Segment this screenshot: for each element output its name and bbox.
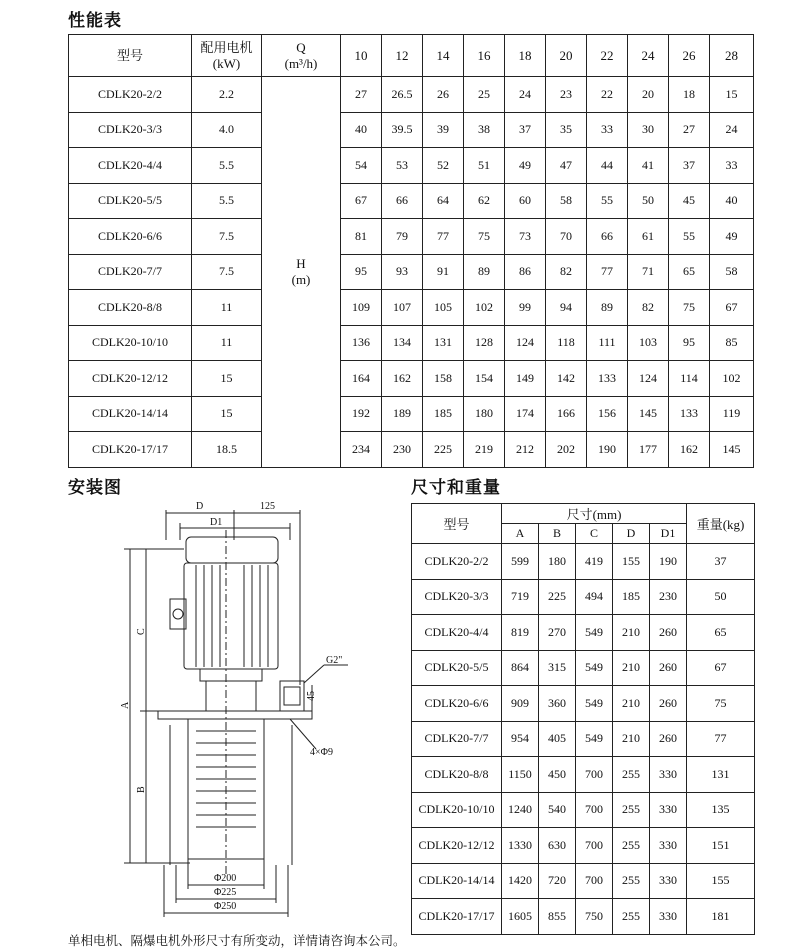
table-row [69,396,754,432]
weight-cell: 77 [687,721,755,757]
dims-title: 尺寸和重量 [411,478,501,498]
head-value-cell: 86 [505,254,546,290]
weight-cell: 65 [687,615,755,651]
perf-header-q [262,35,341,77]
head-value-cell: 50 [628,183,669,219]
dim-value-cell: 330 [650,828,687,864]
flow-header-cell: 18 [505,35,546,77]
dim-value-cell: 864 [502,650,539,686]
head-value-cell: 105 [423,290,464,326]
dim-value-cell: 819 [502,615,539,651]
table-row [69,325,754,361]
performance-table [68,34,754,468]
dim-value-cell: 260 [650,650,687,686]
model-cell: CDLK20-17/17 [412,899,502,935]
head-value-cell: 54 [341,148,382,184]
dim-value-cell: 630 [539,828,576,864]
head-value-cell: 219 [464,432,505,468]
head-value-cell: 51 [464,148,505,184]
dims-header-size: 尺寸(mm) [502,504,687,524]
head-value-cell: 20 [628,77,669,113]
model-cell: CDLK20-17/17 [69,432,192,468]
dim-value-cell: 494 [576,579,613,615]
dim-value-cell: 230 [650,579,687,615]
head-value-cell: 85 [710,325,754,361]
head-value-cell: 61 [628,219,669,255]
motor-kw-cell: 15 [192,361,262,397]
model-cell: CDLK20-10/10 [412,792,502,828]
label-45: 45 [306,691,317,701]
head-value-cell: 79 [382,219,423,255]
head-value-cell: 134 [382,325,423,361]
head-value-cell: 40 [341,112,382,148]
head-value-cell: 118 [546,325,587,361]
weight-cell: 181 [687,899,755,935]
model-cell: CDLK20-12/12 [412,828,502,864]
dim-value-cell: 419 [576,544,613,580]
table-row [412,544,755,580]
table-row [412,650,755,686]
head-value-cell: 202 [546,432,587,468]
head-value-cell: 212 [505,432,546,468]
table-row [412,615,755,651]
head-value-cell: 156 [587,396,628,432]
head-value-cell: 185 [423,396,464,432]
head-value-cell: 234 [341,432,382,468]
dim-col-header: C [576,524,613,544]
label-holes: 4×Φ9 [310,747,333,758]
head-value-cell: 71 [628,254,669,290]
dim-col-header: A [502,524,539,544]
motor-kw-cell: 18.5 [192,432,262,468]
weight-cell: 75 [687,686,755,722]
dim-value-cell: 210 [613,686,650,722]
model-cell: CDLK20-3/3 [412,579,502,615]
table-row [69,432,754,468]
head-value-cell: 30 [628,112,669,148]
weight-cell: 131 [687,757,755,793]
head-value-cell: 136 [341,325,382,361]
head-value-cell: 75 [464,219,505,255]
head-value-cell: 111 [587,325,628,361]
installation-drawing [100,495,400,935]
dim-value-cell: 255 [613,899,650,935]
dim-value-cell: 225 [539,579,576,615]
mounting-plate [158,711,312,719]
dim-value-cell: 270 [539,615,576,651]
head-value-cell: 25 [464,77,505,113]
table-row [412,792,755,828]
leader-line [304,665,324,683]
q-label: Q [296,39,306,55]
dim-value-cell: 360 [539,686,576,722]
motor-kw-cell: 5.5 [192,148,262,184]
head-value-cell: 77 [587,254,628,290]
dim-value-cell: 330 [650,863,687,899]
dim-value-cell: 255 [613,757,650,793]
head-value-cell: 82 [546,254,587,290]
table-row [412,863,755,899]
dim-value-cell: 210 [613,650,650,686]
weight-cell: 67 [687,650,755,686]
head-value-cell: 47 [546,148,587,184]
terminal-screw [173,609,183,619]
head-value-cell: 131 [423,325,464,361]
dim-value-cell: 700 [576,828,613,864]
head-value-cell: 22 [587,77,628,113]
dim-value-cell: 1150 [502,757,539,793]
head-value-cell: 154 [464,361,505,397]
model-cell: CDLK20-3/3 [69,112,192,148]
model-cell: CDLK20-5/5 [69,183,192,219]
label-B: B [136,786,147,793]
dim-value-cell: 1240 [502,792,539,828]
head-value-cell: 23 [546,77,587,113]
dim-value-cell: 1605 [502,899,539,935]
head-value-cell: 40 [710,183,754,219]
head-value-cell: 145 [628,396,669,432]
motor-flange [200,669,262,681]
head-value-cell: 60 [505,183,546,219]
model-cell: CDLK20-12/12 [69,361,192,397]
head-value-cell: 114 [669,361,710,397]
weight-cell: 151 [687,828,755,864]
dim-value-cell: 855 [539,899,576,935]
head-value-cell: 33 [710,148,754,184]
perf-header-motor [192,35,262,77]
head-value-cell: 27 [341,77,382,113]
weight-cell: 37 [687,544,755,580]
dim-value-cell: 260 [650,721,687,757]
head-value-cell: 158 [423,361,464,397]
dim-value-cell: 255 [613,828,650,864]
head-value-cell: 145 [710,432,754,468]
flow-header-cell: 24 [628,35,669,77]
head-value-cell: 142 [546,361,587,397]
dim-value-cell: 450 [539,757,576,793]
head-value-cell: 162 [382,361,423,397]
head-value-cell: 91 [423,254,464,290]
head-value-cell: 26 [423,77,464,113]
head-value-cell: 177 [628,432,669,468]
dim-value-cell: 210 [613,615,650,651]
label-C: C [136,628,147,635]
dim-value-cell: 330 [650,757,687,793]
model-cell: CDLK20-6/6 [412,686,502,722]
table-row [412,899,755,935]
head-value-cell: 77 [423,219,464,255]
model-cell: CDLK20-14/14 [69,396,192,432]
head-value-cell: 45 [669,183,710,219]
head-value-cell: 33 [587,112,628,148]
label-phi250: Φ250 [214,901,237,912]
head-value-cell: 174 [505,396,546,432]
head-value-cell: 27 [669,112,710,148]
model-cell: CDLK20-4/4 [69,148,192,184]
head-value-cell: 102 [464,290,505,326]
label-G2: G2" [326,655,343,666]
head-value-cell: 49 [505,148,546,184]
footnote: 单相电机、隔爆电机外形尺寸有所变动，详情请咨询本公司。 [68,933,406,948]
head-value-cell: 133 [669,396,710,432]
motor-kw-cell: 11 [192,325,262,361]
table-row [69,77,754,113]
dim-value-cell: 180 [539,544,576,580]
h-label: H [296,255,306,271]
table-row [69,290,754,326]
install-title: 安装图 [68,478,122,498]
outlet-port [284,687,300,705]
model-cell: CDLK20-14/14 [412,863,502,899]
head-value-cell: 24 [710,112,754,148]
dim-value-cell: 260 [650,686,687,722]
head-value-cell: 67 [341,183,382,219]
dim-value-cell: 750 [576,899,613,935]
dim-value-cell: 1420 [502,863,539,899]
head-value-cell: 89 [587,290,628,326]
table-row [69,112,754,148]
table-row [412,579,755,615]
dim-value-cell: 700 [576,863,613,899]
head-value-cell: 64 [423,183,464,219]
label-125: 125 [260,501,275,512]
head-value-cell: 62 [464,183,505,219]
dim-value-cell: 909 [502,686,539,722]
model-cell: CDLK20-4/4 [412,615,502,651]
dim-value-cell: 599 [502,544,539,580]
motor-kw-cell: 7.5 [192,254,262,290]
model-cell: CDLK20-5/5 [412,650,502,686]
dim-value-cell: 954 [502,721,539,757]
head-value-cell: 44 [587,148,628,184]
motor-kw-cell: 7.5 [192,219,262,255]
head-value-cell: 102 [710,361,754,397]
dim-value-cell: 255 [613,863,650,899]
perf-header-row [69,35,754,77]
head-value-cell: 109 [341,290,382,326]
dim-value-cell: 549 [576,615,613,651]
dim-value-cell: 549 [576,686,613,722]
head-value-cell: 15 [710,77,754,113]
head-value-cell: 37 [505,112,546,148]
motor-kw-cell: 11 [192,290,262,326]
table-row [69,183,754,219]
dim-value-cell: 185 [613,579,650,615]
h-unit: (m) [291,271,311,287]
head-value-cell: 107 [382,290,423,326]
head-value-cell: 192 [341,396,382,432]
head-value-cell: 124 [505,325,546,361]
motor-kw-cell: 4.0 [192,112,262,148]
motor-unit: (kW) [212,55,241,71]
head-value-cell: 73 [505,219,546,255]
head-value-cell: 82 [628,290,669,326]
head-value-cell: 124 [628,361,669,397]
dim-value-cell: 1330 [502,828,539,864]
weight-cell: 135 [687,792,755,828]
dims-header-row [412,504,755,524]
dim-value-cell: 255 [613,792,650,828]
leader-line [290,719,316,749]
head-value-cell: 37 [669,148,710,184]
dim-value-cell: 210 [613,721,650,757]
flow-header-cell: 22 [587,35,628,77]
model-cell: CDLK20-8/8 [412,757,502,793]
motor-label: 配用电机 [200,39,253,55]
model-cell: CDLK20-10/10 [69,325,192,361]
head-value-cell: 55 [669,219,710,255]
head-value-cell: 162 [669,432,710,468]
flow-header-cell: 14 [423,35,464,77]
table-row [412,757,755,793]
motor-kw-cell: 15 [192,396,262,432]
model-cell: CDLK20-2/2 [69,77,192,113]
flow-header-cell: 12 [382,35,423,77]
head-value-cell: 70 [546,219,587,255]
perf-title: 性能表 [68,11,122,31]
dim-value-cell: 720 [539,863,576,899]
dim-value-cell: 330 [650,899,687,935]
dim-col-header: D1 [650,524,687,544]
head-value-cell: 75 [669,290,710,326]
head-value-cell: 49 [710,219,754,255]
flow-header-cell: 28 [710,35,754,77]
label-phi200: Φ200 [214,873,237,884]
head-value-cell: 128 [464,325,505,361]
perf-header-model: 型号 [69,35,192,77]
dimension-table [411,503,755,935]
model-cell: CDLK20-8/8 [69,290,192,326]
head-value-cell: 65 [669,254,710,290]
dim-value-cell: 540 [539,792,576,828]
head-value-cell: 95 [669,325,710,361]
dim-value-cell: 700 [576,792,613,828]
table-row [412,686,755,722]
head-value-cell: 190 [587,432,628,468]
table-row [69,254,754,290]
dim-col-header: D [613,524,650,544]
head-value-cell: 133 [587,361,628,397]
head-value-cell: 55 [587,183,628,219]
model-cell: CDLK20-6/6 [69,219,192,255]
model-cell: CDLK20-7/7 [69,254,192,290]
model-cell: CDLK20-7/7 [412,721,502,757]
dims-header-model: 型号 [412,504,502,544]
flow-header-cell: 20 [546,35,587,77]
label-A: A [120,701,131,709]
head-value-cell: 41 [628,148,669,184]
dim-value-cell: 549 [576,650,613,686]
head-value-cell: 94 [546,290,587,326]
motor-cap [186,537,278,563]
head-value-cell: 67 [710,290,754,326]
head-value-cell: 103 [628,325,669,361]
head-value-cell: 53 [382,148,423,184]
head-value-cell: 52 [423,148,464,184]
dim-value-cell: 405 [539,721,576,757]
dims-header-weight: 重量(kg) [687,504,755,544]
head-value-cell: 93 [382,254,423,290]
table-row [412,828,755,864]
coupling-housing [206,681,256,711]
dim-value-cell: 190 [650,544,687,580]
flow-header-cell: 26 [669,35,710,77]
head-value-cell: 230 [382,432,423,468]
head-value-cell: 119 [710,396,754,432]
head-value-cell: 66 [382,183,423,219]
head-value-cell: 189 [382,396,423,432]
q-unit: (m³/h) [284,55,318,71]
head-value-cell: 95 [341,254,382,290]
label-phi225: Φ225 [214,887,237,898]
dim-value-cell: 155 [613,544,650,580]
weight-cell: 50 [687,579,755,615]
label-D1: D1 [210,517,223,528]
head-value-cell: 180 [464,396,505,432]
head-value-cell: 35 [546,112,587,148]
dim-value-cell: 700 [576,757,613,793]
head-value-cell: 66 [587,219,628,255]
table-row [69,361,754,397]
model-cell: CDLK20-2/2 [412,544,502,580]
flow-header-cell: 16 [464,35,505,77]
head-label-cell [262,77,341,468]
table-row [69,219,754,255]
head-value-cell: 99 [505,290,546,326]
head-value-cell: 166 [546,396,587,432]
weight-cell: 155 [687,863,755,899]
head-value-cell: 149 [505,361,546,397]
head-value-cell: 26.5 [382,77,423,113]
dim-col-header: B [539,524,576,544]
flow-header-cell: 10 [341,35,382,77]
head-value-cell: 81 [341,219,382,255]
motor-kw-cell: 5.5 [192,183,262,219]
head-value-cell: 225 [423,432,464,468]
dim-value-cell: 719 [502,579,539,615]
motor-body [184,563,278,669]
head-value-cell: 24 [505,77,546,113]
head-value-cell: 58 [710,254,754,290]
head-value-cell: 89 [464,254,505,290]
head-value-cell: 39 [423,112,464,148]
label-D: D [196,501,204,512]
head-value-cell: 164 [341,361,382,397]
dim-value-cell: 549 [576,721,613,757]
head-value-cell: 39.5 [382,112,423,148]
head-value-cell: 38 [464,112,505,148]
dim-value-cell: 330 [650,792,687,828]
table-row [412,721,755,757]
table-row [69,148,754,184]
motor-kw-cell: 2.2 [192,77,262,113]
dim-value-cell: 260 [650,615,687,651]
head-value-cell: 58 [546,183,587,219]
head-value-cell: 18 [669,77,710,113]
dim-value-cell: 315 [539,650,576,686]
